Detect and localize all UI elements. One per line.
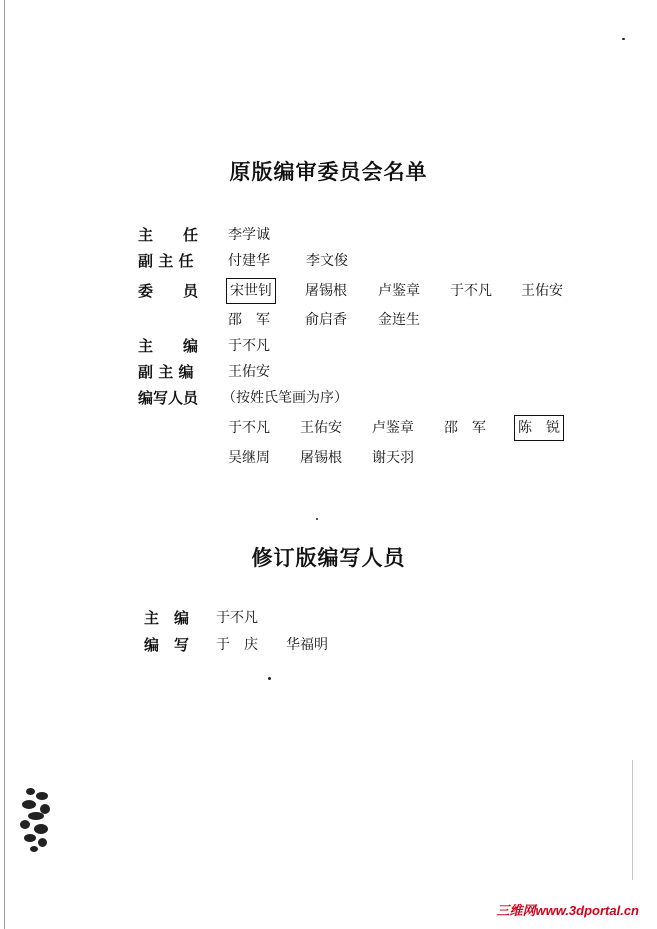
person-name: 于不凡 [450, 283, 492, 299]
person-name: 吴继周 [228, 450, 270, 466]
person-name: 于不凡 [228, 338, 270, 354]
person-name: 金连生 [378, 312, 420, 328]
row-label: 编 写 [144, 636, 190, 654]
page-right-edge [632, 760, 633, 880]
person-name: 卢鉴章 [378, 283, 420, 299]
person-name: 于不凡 [216, 610, 258, 626]
person-name-boxed: 陈 锐 [516, 417, 562, 439]
person-name: 邵 军 [444, 420, 486, 436]
scan-speck [268, 677, 271, 680]
ordering-note: （按姓氏笔画为序） [222, 390, 348, 406]
scan-speck [622, 38, 625, 40]
original-committee-title: 原版编审委员会名单 [229, 159, 428, 184]
person-name: 屠锡根 [300, 450, 342, 466]
person-name: 李学诚 [228, 227, 270, 243]
person-name: 李文俊 [306, 253, 348, 269]
person-name: 于 庆 [216, 637, 258, 653]
row-label: 副 主 编 [138, 363, 194, 381]
page-left-edge [4, 0, 5, 929]
person-name: 谢天羽 [372, 450, 414, 466]
row-label: 编写人员 [138, 389, 199, 407]
person-name: 屠锡根 [305, 283, 347, 299]
row-label: 副 主 任 [138, 252, 194, 270]
row-label: 主 编 [138, 337, 199, 355]
row-label: 主 任 [138, 226, 199, 244]
scan-speck [316, 518, 318, 520]
revised-staff-title: 修订版编写人员 [251, 545, 406, 570]
scan-speckle-cluster [18, 786, 58, 856]
row-label: 委 员 [138, 282, 199, 300]
person-name: 王佑安 [521, 283, 563, 299]
person-name: 王佑安 [300, 420, 342, 436]
person-name: 王佑安 [228, 364, 270, 380]
person-name: 俞启香 [305, 312, 347, 328]
site-watermark: 三维网www.3dportal.cn [496, 903, 639, 918]
person-name: 于不凡 [228, 420, 270, 436]
person-name-boxed: 宋世钊 [228, 280, 274, 302]
row-label: 主 编 [144, 609, 190, 627]
person-name: 邵 军 [228, 312, 270, 328]
person-name: 华福明 [286, 637, 328, 653]
person-name: 卢鉴章 [372, 420, 414, 436]
person-name: 付建华 [228, 253, 270, 269]
